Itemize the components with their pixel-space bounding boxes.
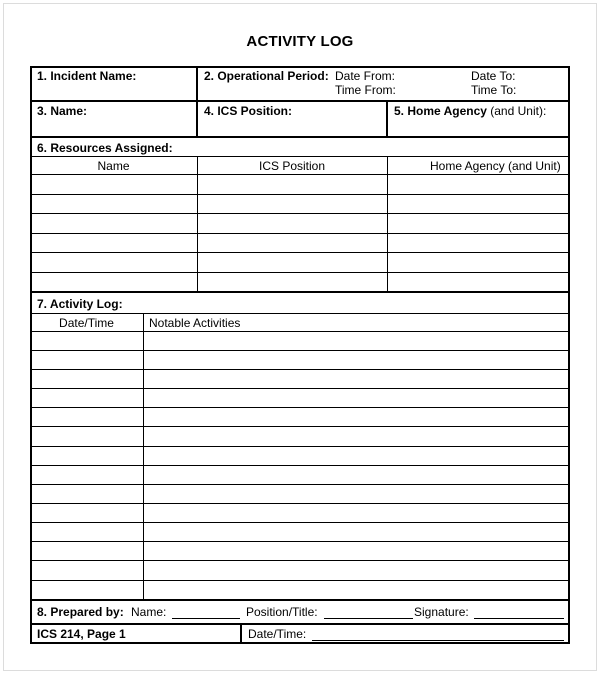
table-row[interactable] [30, 426, 570, 427]
date-from-label: Date From: [335, 69, 396, 83]
table-row[interactable] [30, 272, 570, 273]
table-row[interactable] [30, 541, 570, 542]
divider [30, 100, 570, 102]
table-row[interactable] [30, 407, 570, 408]
time-from-label: Time From: [335, 83, 396, 97]
prepared-by-label: 8. Prepared by: [37, 605, 124, 619]
divider [30, 313, 570, 314]
resources-column-name: Name [97, 159, 130, 173]
table-row[interactable] [30, 522, 570, 523]
table-row[interactable] [30, 484, 570, 485]
divider [30, 291, 570, 293]
ics-position-label: 4. ICS Position: [204, 104, 293, 118]
table-row[interactable] [30, 350, 570, 351]
home-agency-label-rest: (and Unit): [490, 104, 547, 118]
table-row[interactable] [30, 331, 570, 332]
form-title: ACTIVITY LOG [246, 33, 354, 50]
divider [143, 313, 144, 600]
time-to-label: Time To: [471, 83, 517, 97]
table-row[interactable] [30, 369, 570, 370]
date-time-field[interactable] [312, 640, 564, 641]
table-row[interactable] [30, 503, 570, 504]
divider [30, 623, 570, 625]
date-time-label: Date/Time: [248, 627, 307, 641]
home-agency-label [394, 104, 546, 118]
activity-column-date-time: Date/Time [59, 316, 114, 330]
name-label: 3. Name: [37, 104, 88, 118]
divider [30, 599, 570, 601]
table-row[interactable] [30, 252, 570, 253]
home-agency-label-bold: 5. Home Agency [394, 104, 487, 118]
divider [30, 136, 570, 138]
position-title-field[interactable] [324, 618, 413, 619]
table-row[interactable] [30, 233, 570, 234]
table-row[interactable] [30, 560, 570, 561]
incident-name-label: 1. Incident Name: [37, 69, 137, 83]
position-title-label: Position/Title: [246, 605, 318, 619]
divider [386, 100, 388, 136]
resources-column-home-agency: Home Agency (and Unit) [430, 159, 561, 173]
divider [240, 623, 242, 644]
table-row[interactable] [30, 194, 570, 195]
form-id: ICS 214, Page 1 [37, 627, 126, 641]
activity-log-label: 7. Activity Log: [37, 297, 123, 311]
prepared-name-label: Name: [131, 605, 167, 619]
table-row[interactable] [30, 388, 570, 389]
date-to-label: Date To: [471, 69, 516, 83]
table-row[interactable] [30, 465, 570, 466]
resources-assigned-label: 6. Resources Assigned: [37, 141, 173, 155]
activity-column-notable-activities: Notable Activities [149, 316, 241, 330]
prepared-name-field[interactable] [172, 618, 240, 619]
signature-label: Signature: [414, 605, 469, 619]
table-row[interactable] [30, 213, 570, 214]
resources-column-ics-position: ICS Position [258, 159, 326, 173]
divider [30, 156, 570, 157]
table-row[interactable] [30, 580, 570, 581]
operational-period-label: 2. Operational Period: [204, 69, 329, 83]
signature-field[interactable] [474, 618, 564, 619]
table-row[interactable] [30, 446, 570, 447]
table-row[interactable] [30, 174, 570, 175]
